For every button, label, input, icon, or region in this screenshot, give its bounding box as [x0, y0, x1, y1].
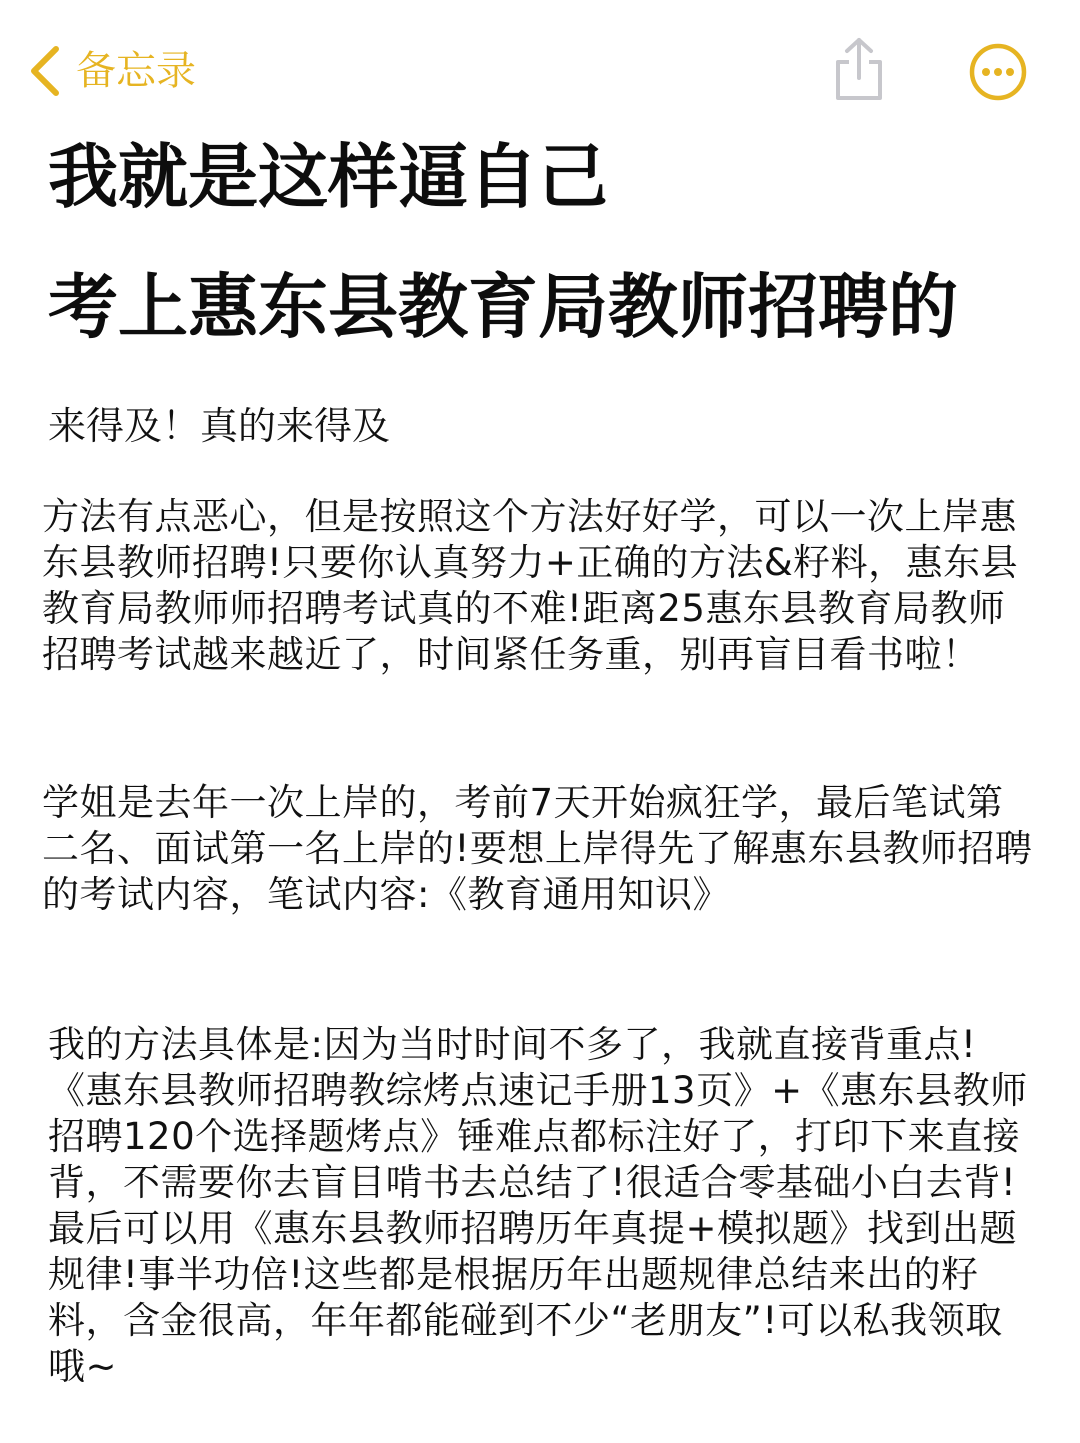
- note-paragraph-2: 学姐是去年一次上岸的，考前7天开始疯狂学，最后笔试第二名、面试第一名上岸的!要想上岸得先了解惠东县教师招聘的考试内容，笔试内容:《教育通用知识》: [42, 781, 1033, 916]
- note-paragraph-3: 我的方法具体是:因为当时时间不多了，我就直接背重点!《惠东县教师招聘教综烤点速记手册13页》+《惠东县教师招聘120个选择题烤点》锤难点都标注好了，打印下来直接背，不需要你去盲目啃书去总结了!很适合零基础小白去背!最后可以用《惠东县教师招聘历年真提+模拟题》找到出题规律!事半功倍!这些都是根据历年出题规律总结来出的籽料，含金很高，年年都能碰到不少“老朋友”!可以私我领取哦~: [48, 1023, 1028, 1388]
- chevron-left-icon: [28, 45, 62, 97]
- note-title-line-1: 我就是这样逼自己: [48, 136, 608, 218]
- back-label: 备忘录: [76, 48, 196, 94]
- navigation-bar: [0, 0, 1080, 130]
- back-button[interactable]: [28, 40, 196, 102]
- more-icon: [968, 87, 1028, 106]
- share-icon: [830, 87, 888, 106]
- note-title-line-2: 考上惠东县教育局教师招聘的: [48, 266, 958, 348]
- more-button[interactable]: [968, 42, 1028, 102]
- note-paragraph-1: 方法有点恶心，但是按照这个方法好好学，可以一次上岸惠东县教师招聘!只要你认真努力+正确的方法&籽料，惠东县教育局教师师招聘考试真的不难!距离25惠东县教育局教师招聘考试越来越近了，时间紧任务重，别再盲目看书啦！: [42, 495, 1019, 676]
- share-button[interactable]: [830, 36, 888, 102]
- note-subtitle: 来得及！真的来得及: [48, 404, 391, 448]
